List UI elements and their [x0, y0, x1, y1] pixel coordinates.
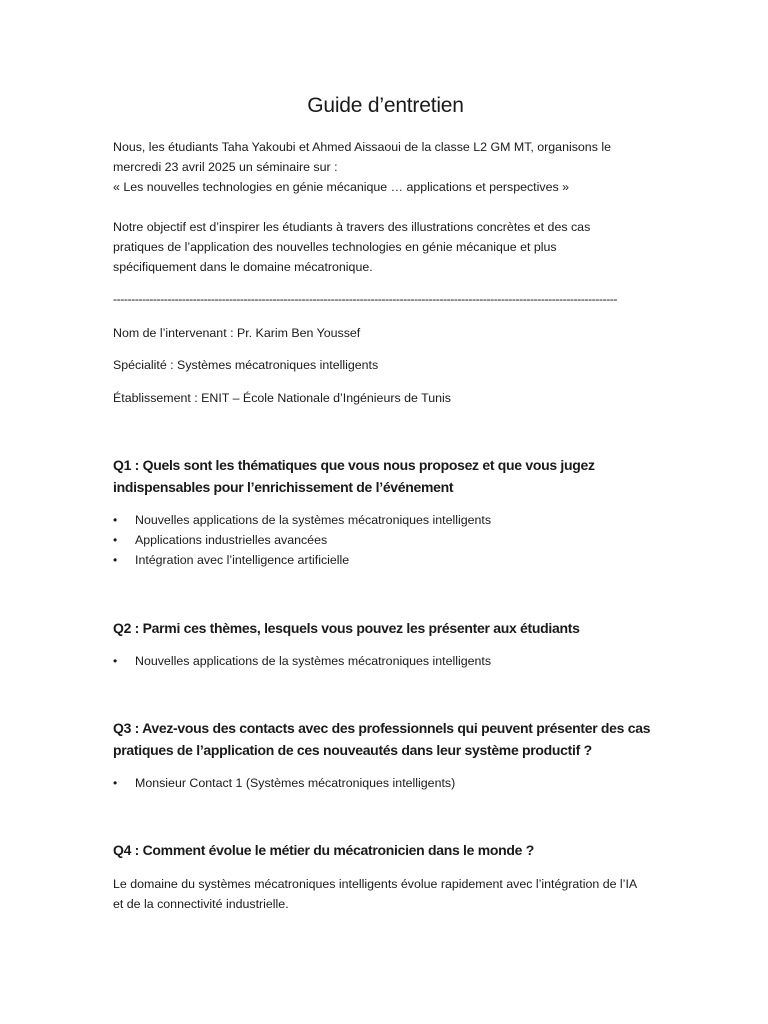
objective-paragraph [113, 217, 658, 277]
question-line: Q4 : Comment évolue le métier du mécatronicien dans le monde ? [113, 842, 534, 858]
objective-line: pratiques de l’application des nouvelles technologies en génie mécanique et plus [113, 240, 557, 254]
objective-line: spécifiquement dans le domaine mécatronique. [113, 260, 373, 274]
question-line: pratiques de l’application de ces nouveautés dans leur système productif ? [113, 742, 592, 758]
question-1-list [113, 510, 658, 570]
bullet-icon: • [113, 776, 118, 790]
list-item-text: Applications industrielles avancées [135, 533, 328, 547]
question-2 [113, 617, 658, 639]
question-4 [113, 839, 658, 861]
question-line: Q1 : Quels sont les thématiques que vous nous proposez et que vous jugez [113, 457, 595, 473]
question-3 [113, 717, 658, 761]
question-line: Q3 : Avez-vous des contacts avec des professionnels qui peuvent présenter des cas [113, 720, 651, 736]
question-line: Q2 : Parmi ces thèmes, lesquels vous pouvez les présenter aux étudiants [113, 620, 580, 636]
intro-paragraph [113, 137, 658, 197]
objective-line: Notre objectif est d’inspirer les étudiants à travers des illustrations concrètes et des cas [113, 220, 591, 234]
document-title: Guide d’entretien [307, 94, 464, 117]
list-item [113, 651, 658, 671]
intro-line: Nous, les étudiants Taha Yakoubi et Ahmed Aissaoui de la classe L2 GM MT, organisons le [113, 140, 611, 154]
question-1 [113, 454, 658, 498]
bullet-icon: • [113, 533, 118, 547]
question-4-answer [113, 874, 658, 914]
speaker-specialty: Spécialité : Systèmes mécatroniques intelligents [113, 358, 379, 372]
answer-line: et de la connectivité industrielle. [113, 897, 289, 911]
list-item-text: Intégration avec l’intelligence artificielle [135, 553, 350, 567]
list-item [113, 530, 658, 550]
speaker-name: Nom de l’intervenant : Pr. Karim Ben Youssef [113, 326, 361, 340]
list-item [113, 510, 658, 530]
answer-line: Le domaine du systèmes mécatroniques intelligents évolue rapidement avec l’intégration de l’IA [113, 877, 638, 891]
dashed-divider: ------------------------------------------------------------------------------------------------------------------------------------------- [113, 292, 618, 306]
question-2-list [113, 651, 658, 671]
speaker-institution: Établissement : ENIT – École Nationale d’Ingénieurs de Tunis [113, 391, 451, 405]
question-3-list [113, 773, 658, 793]
list-item-text: Nouvelles applications de la systèmes mécatroniques intelligents [135, 654, 492, 668]
list-item [113, 550, 658, 570]
question-line: indispensables pour l’enrichissement de l’événement [113, 479, 454, 495]
list-item-text: Nouvelles applications de la systèmes mécatroniques intelligents [135, 513, 492, 527]
bullet-icon: • [113, 654, 118, 668]
list-item [113, 773, 658, 793]
seminar-title: « Les nouvelles technologies en génie mécanique … applications et perspectives » [113, 180, 569, 194]
bullet-icon: • [113, 513, 118, 527]
bullet-icon: • [113, 553, 118, 567]
intro-line: mercredi 23 avril 2025 un séminaire sur : [113, 160, 338, 174]
list-item-text: Monsieur Contact 1 (Systèmes mécatroniques intelligents) [135, 776, 456, 790]
